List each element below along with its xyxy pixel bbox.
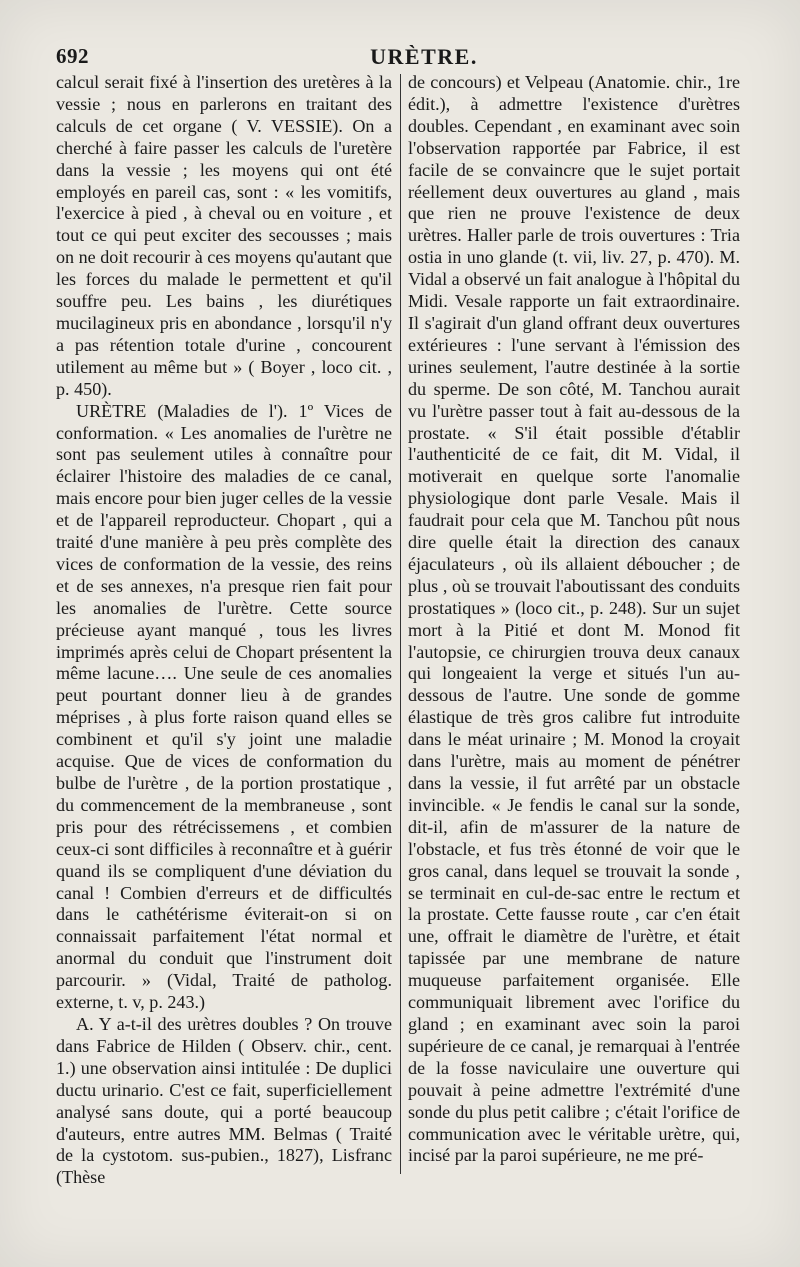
page-header bbox=[56, 44, 792, 74]
page-number: 692 bbox=[56, 44, 89, 68]
left-column bbox=[56, 72, 392, 1189]
left-paragraph-1: calcul serait fixé à l'insertion des uretères à la vessie ; nous en parlerons en traitant des calculs de cet organe ( V. VESSIE). On a cherché à faire passer les calculs de l'uretère dans la vessie ; les moyens qui ont été employés en pareil cas, sont : « les vomitifs, l'exercice à pied , à cheval ou en voiture , et tout ce qui peut exciter des secousses ; mais on ne doit recourir à ces moyens qu'autant que les forces du malade le permettent et qu'il souffre peu. Les bains , les diurétiques mucilagineux pris en abondance , lorsqu'il n'y a pas rétention totale d'urine , concourent utilement au même but » ( Boyer , loco cit. , p. 450). bbox=[56, 72, 392, 399]
right-column bbox=[408, 72, 740, 1167]
left-paragraph-2-uretre-entry: URÈTRE (Maladies de l'). 1º Vices de conformation. « Les anomalies de l'urètre ne sont pas seulement utiles à connaître pour éclairer l'histoire des maladies de ce canal, mais encore pour bien juger celles de la vessie et de l'appareil reproducteur. Chopart , qui a traité d'une manière à peu près complète des vices de conformation de la vessie, des reins et de ses annexes, n'a presque rien fait pour les anomalies de l'urètre. Cette source précieuse ayant manqué , tous les livres imprimés après celui de Chopart présentent la même lacune…. Une seule de ces anomalies peut pourtant donner lieu à de grandes méprises , à plus forte raison quand elles se combinent et qu'il s'y joint une maladie acquise. Que de vices de conformation du bulbe de l'urètre , de la portion prostatique , du commencement de la membraneuse , sont pris pour des rétrécissemens , et combien ceux-ci sont difficiles à reconnaître et à guérir quand ils se compliquent d'une déviation du canal ! Combien d'erreurs et de difficultés dans le cathétérisme éviterait-on si on connaissait parfaitement l'état normal et anormal du conduit que l'instrument doit parcourir. » (Vidal, Traité de patholog. externe, t. v, p. 243.) bbox=[56, 400, 392, 1013]
right-paragraph-1: de concours) et Velpeau (Anatomie. chir., 1re édit.), à admettre l'existence d'urètres doubles. Cependant , en examinant avec soin l'observation rapportée par Fabrice, il est facile de se convaincre que le sujet portait réellement deux ouvertures au gland , mais que rien ne prouve l'existence de deux urètres. Haller parle de trois ouvertures : Tria ostia in uno glande (t. vii, liv. 27, p. 470). M. Vidal a observé un fait analogue à l'hôpital du Midi. Vesale rapporte un fait extraordinaire. Il s'agirait d'un gland offrant deux ouvertures extérieures : l'une servant à l'émission des urines seulement, l'autre destinée à la sortie du sperme. De son côté, M. Tanchou aurait vu l'urètre passer tout à fait au-dessous de la prostate. « S'il était possible d'établir l'authenticité de ce fait, dit M. Vidal, il motiverait en quelque sorte l'anomalie physiologique dont parle Vesale. Mais il faudrait pour cela que M. Tanchou pût nous dire quelle était la direction des canaux éjaculateurs , où ils allaient déboucher ; de plus , où se trouvait l'aboutissant des conduits prostatiques » (loco cit., p. 248). Sur un sujet mort à la Pitié et dont M. Monod fit l'autopsie, ce chirurgien trouva deux canaux qui longeaient la verge et situés l'un au-dessous de l'autre. Une sonde de gomme élastique de très gros calibre fut introduite dans le méat urinaire ; M. Monod la croyait dans l'urètre, mais au moment de pénétrer dans la vessie, il fut arrêté par un obstacle invincible. « Je fendis le canal sur la sonde, dit-il, afin de m'assurer de la nature de l'obstacle, et fus très étonné de voir que le gros canal, dans lequel se trouvait la sonde , se terminait en cul-de-sac entre le rectum et la prostate. Cette fausse route , car c'en était une, offrait le diamètre de l'urètre, et était tapissée par une membrane de nature muqueuse parfaitement organisée. Elle communiquait librement avec l'orifice du gland ; en examinant avec soin la paroi supérieure de ce canal, je remarquai à l'entrée de la fosse naviculaire une ouverture qui pouvait à peine admettre l'extrémité d'une sonde du plus petit calibre ; c'était l'orifice de communication avec le véritable urètre, qui, incisé par la paroi supérieure, ne me pré- bbox=[408, 72, 740, 1166]
running-title: URÈTRE. bbox=[370, 44, 478, 69]
left-paragraph-3-double-urethra: A. Y a-t-il des urètres doubles ? On trouve dans Fabrice de Hilden ( Observ. chir., cent. 1.) une observation ainsi intitulée : De duplici ductu urinario. C'est ce fait, superficiellement analysé sans doute, qui a porté beaucoup d'auteurs, entre autres MM. Belmas ( Traité de la cystotom. sus-pubien., 1827), Lisfranc (Thèse bbox=[56, 1013, 392, 1188]
column-divider bbox=[400, 74, 401, 1174]
